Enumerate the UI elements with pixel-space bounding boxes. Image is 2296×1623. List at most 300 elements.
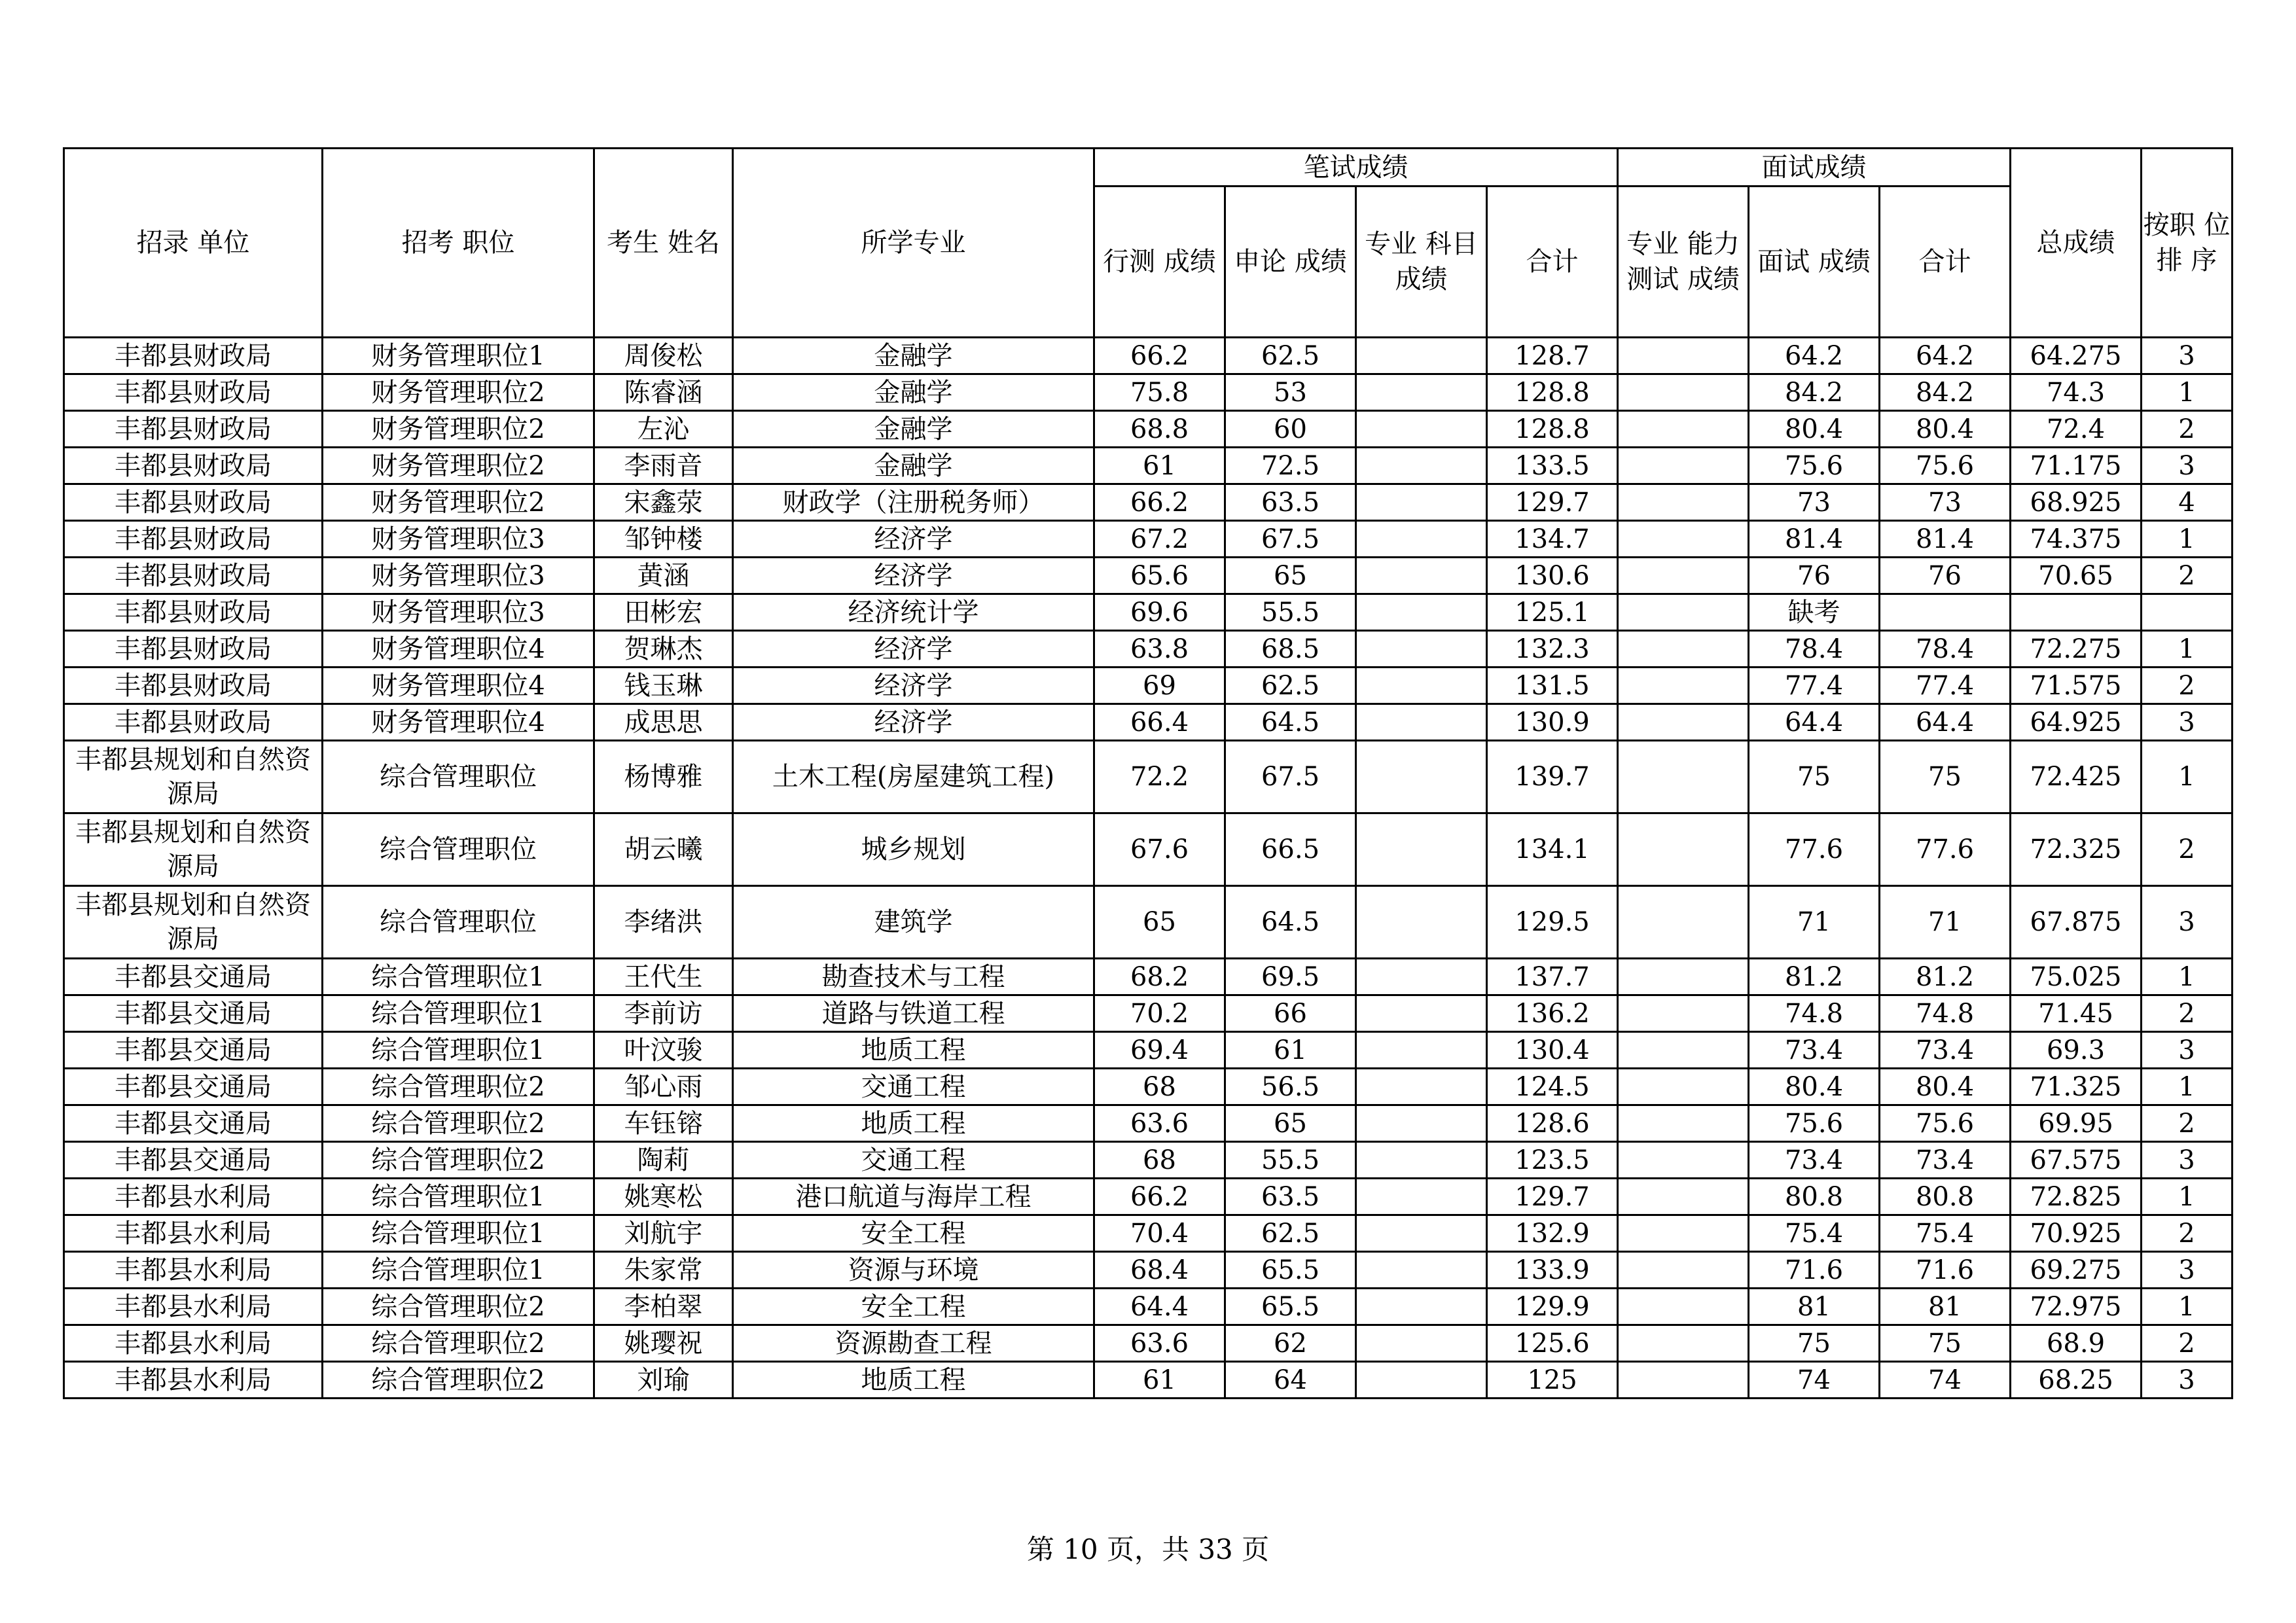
table-row — [64, 1289, 2233, 1325]
cell-rank: 1 — [2142, 631, 2233, 668]
cell-rank: 1 — [2142, 1069, 2233, 1105]
cell-total: 64.925 — [2011, 704, 2142, 741]
cell-name: 车钰镕 — [594, 1105, 733, 1142]
cell-unit: 丰都县规划和自然资源局 — [64, 741, 323, 813]
cell-written-total: 124.5 — [1487, 1069, 1618, 1105]
cell-rank: 3 — [2142, 1362, 2233, 1399]
cell-name: 钱玉琳 — [594, 668, 733, 704]
cell-written-total: 139.7 — [1487, 741, 1618, 813]
table-row — [64, 668, 2233, 704]
cell-written-total: 130.4 — [1487, 1032, 1618, 1069]
cell-ability — [1618, 995, 1749, 1032]
cell-unit: 丰都县财政局 — [64, 411, 323, 448]
cell-position: 综合管理职位1 — [323, 1252, 594, 1289]
cell-total: 74.3 — [2011, 374, 2142, 411]
cell-shenlun: 65.5 — [1225, 1289, 1356, 1325]
cell-xingce: 69.6 — [1094, 594, 1225, 631]
cell-rank: 3 — [2142, 338, 2233, 374]
cell-xingce: 68.2 — [1094, 959, 1225, 995]
cell-unit: 丰都县财政局 — [64, 448, 323, 484]
cell-shenlun: 65.5 — [1225, 1252, 1356, 1289]
cell-shenlun: 64 — [1225, 1362, 1356, 1399]
cell-interview: 84.2 — [1749, 374, 1880, 411]
cell-subject — [1356, 995, 1487, 1032]
cell-position: 综合管理职位2 — [323, 1289, 594, 1325]
cell-total: 67.875 — [2011, 886, 2142, 959]
cell-subject — [1356, 1252, 1487, 1289]
cell-total — [2011, 594, 2142, 631]
cell-unit: 丰都县规划和自然资源局 — [64, 886, 323, 959]
cell-xingce: 69.4 — [1094, 1032, 1225, 1069]
cell-xingce: 64.4 — [1094, 1289, 1225, 1325]
cell-xingce: 75.8 — [1094, 374, 1225, 411]
cell-major: 经济学 — [733, 558, 1094, 594]
cell-interview-total: 74.8 — [1880, 995, 2011, 1032]
table-row — [64, 1252, 2233, 1289]
cell-shenlun: 63.5 — [1225, 484, 1356, 521]
cell-xingce: 66.2 — [1094, 484, 1225, 521]
cell-subject — [1356, 338, 1487, 374]
cell-written-total: 128.8 — [1487, 411, 1618, 448]
cell-subject — [1356, 374, 1487, 411]
cell-major: 城乡规划 — [733, 813, 1094, 886]
cell-subject — [1356, 631, 1487, 668]
cell-position: 综合管理职位2 — [323, 1142, 594, 1179]
cell-interview: 75.6 — [1749, 448, 1880, 484]
cell-written-total: 131.5 — [1487, 668, 1618, 704]
cell-xingce: 68 — [1094, 1142, 1225, 1179]
cell-interview: 77.6 — [1749, 813, 1880, 886]
cell-rank: 2 — [2142, 1325, 2233, 1362]
cell-subject — [1356, 813, 1487, 886]
cell-total: 69.275 — [2011, 1252, 2142, 1289]
table-row — [64, 1215, 2233, 1252]
cell-unit: 丰都县财政局 — [64, 374, 323, 411]
cell-position: 综合管理职位1 — [323, 1215, 594, 1252]
cell-xingce: 65 — [1094, 886, 1225, 959]
cell-written-total: 125.6 — [1487, 1325, 1618, 1362]
header-unit: 招录 单位 — [64, 149, 323, 338]
cell-rank: 1 — [2142, 521, 2233, 558]
cell-name: 刘瑜 — [594, 1362, 733, 1399]
cell-name: 姚璎祝 — [594, 1325, 733, 1362]
cell-interview-total: 73 — [1880, 484, 2011, 521]
cell-rank: 2 — [2142, 995, 2233, 1032]
cell-position: 财务管理职位4 — [323, 668, 594, 704]
table-row — [64, 1142, 2233, 1179]
cell-interview-total: 73.4 — [1880, 1142, 2011, 1179]
cell-total: 71.575 — [2011, 668, 2142, 704]
cell-major: 金融学 — [733, 411, 1094, 448]
cell-subject — [1356, 1142, 1487, 1179]
cell-subject — [1356, 558, 1487, 594]
cell-position: 综合管理职位 — [323, 813, 594, 886]
cell-subject — [1356, 594, 1487, 631]
cell-xingce: 66.2 — [1094, 1179, 1225, 1215]
cell-total: 68.925 — [2011, 484, 2142, 521]
cell-unit: 丰都县财政局 — [64, 594, 323, 631]
cell-written-total: 128.8 — [1487, 374, 1618, 411]
cell-name: 陶莉 — [594, 1142, 733, 1179]
cell-interview-total: 80.4 — [1880, 411, 2011, 448]
cell-ability — [1618, 1032, 1749, 1069]
header-position: 招考 职位 — [323, 149, 594, 338]
cell-interview: 75 — [1749, 1325, 1880, 1362]
cell-total: 72.975 — [2011, 1289, 2142, 1325]
cell-xingce: 63.8 — [1094, 631, 1225, 668]
cell-rank: 3 — [2142, 1142, 2233, 1179]
cell-ability — [1618, 959, 1749, 995]
cell-name: 邹钟楼 — [594, 521, 733, 558]
cell-shenlun: 67.5 — [1225, 521, 1356, 558]
cell-subject — [1356, 1069, 1487, 1105]
cell-major: 交通工程 — [733, 1142, 1094, 1179]
cell-major: 经济学 — [733, 704, 1094, 741]
cell-position: 财务管理职位4 — [323, 704, 594, 741]
cell-total: 71.325 — [2011, 1069, 2142, 1105]
cell-rank — [2142, 594, 2233, 631]
cell-rank: 2 — [2142, 1215, 2233, 1252]
table-row — [64, 1069, 2233, 1105]
cell-major: 资源与环境 — [733, 1252, 1094, 1289]
cell-position: 财务管理职位1 — [323, 338, 594, 374]
cell-interview: 75.6 — [1749, 1105, 1880, 1142]
cell-ability — [1618, 411, 1749, 448]
cell-position: 财务管理职位3 — [323, 558, 594, 594]
cell-interview: 71.6 — [1749, 1252, 1880, 1289]
cell-unit: 丰都县交通局 — [64, 1032, 323, 1069]
cell-subject — [1356, 1289, 1487, 1325]
cell-subject — [1356, 886, 1487, 959]
cell-ability — [1618, 1142, 1749, 1179]
cell-shenlun: 55.5 — [1225, 594, 1356, 631]
cell-written-total: 125.1 — [1487, 594, 1618, 631]
cell-ability — [1618, 741, 1749, 813]
table-row — [64, 704, 2233, 741]
cell-ability — [1618, 338, 1749, 374]
cell-xingce: 65.6 — [1094, 558, 1225, 594]
table-row — [64, 521, 2233, 558]
cell-subject — [1356, 704, 1487, 741]
table-row — [64, 813, 2233, 886]
table-row — [64, 995, 2233, 1032]
cell-interview: 73.4 — [1749, 1032, 1880, 1069]
cell-shenlun: 64.5 — [1225, 704, 1356, 741]
cell-subject — [1356, 1179, 1487, 1215]
cell-position: 财务管理职位3 — [323, 521, 594, 558]
cell-interview-total — [1880, 594, 2011, 631]
cell-rank: 2 — [2142, 1105, 2233, 1142]
cell-xingce: 70.2 — [1094, 995, 1225, 1032]
cell-rank: 1 — [2142, 741, 2233, 813]
cell-interview-total: 71 — [1880, 886, 2011, 959]
cell-shenlun: 68.5 — [1225, 631, 1356, 668]
cell-interview-total: 64.4 — [1880, 704, 2011, 741]
table-row — [64, 1105, 2233, 1142]
cell-name: 李绪洪 — [594, 886, 733, 959]
table-row — [64, 1362, 2233, 1399]
cell-ability — [1618, 1215, 1749, 1252]
cell-ability — [1618, 1105, 1749, 1142]
cell-total: 72.4 — [2011, 411, 2142, 448]
cell-subject — [1356, 959, 1487, 995]
cell-interview: 71 — [1749, 886, 1880, 959]
cell-shenlun: 67.5 — [1225, 741, 1356, 813]
cell-interview-total: 80.4 — [1880, 1069, 2011, 1105]
cell-shenlun: 62.5 — [1225, 668, 1356, 704]
cell-interview-total: 80.8 — [1880, 1179, 2011, 1215]
cell-name: 贺琳杰 — [594, 631, 733, 668]
header-major: 所学专业 — [733, 149, 1094, 338]
cell-shenlun: 53 — [1225, 374, 1356, 411]
cell-shenlun: 66.5 — [1225, 813, 1356, 886]
cell-position: 财务管理职位3 — [323, 594, 594, 631]
cell-ability — [1618, 558, 1749, 594]
cell-unit: 丰都县交通局 — [64, 1142, 323, 1179]
cell-total: 70.65 — [2011, 558, 2142, 594]
cell-ability — [1618, 594, 1749, 631]
cell-ability — [1618, 1289, 1749, 1325]
cell-interview-total: 75.6 — [1880, 1105, 2011, 1142]
cell-name: 李柏翠 — [594, 1289, 733, 1325]
cell-rank: 1 — [2142, 374, 2233, 411]
cell-interview: 75 — [1749, 741, 1880, 813]
cell-total: 67.575 — [2011, 1142, 2142, 1179]
header-interview: 面试 成绩 — [1749, 187, 1880, 338]
header-ability: 专业 能力 测试 成绩 — [1618, 187, 1749, 338]
cell-subject — [1356, 1105, 1487, 1142]
score-table — [63, 147, 2233, 1399]
cell-written-total: 132.3 — [1487, 631, 1618, 668]
cell-xingce: 72.2 — [1094, 741, 1225, 813]
cell-total: 69.95 — [2011, 1105, 2142, 1142]
cell-written-total: 136.2 — [1487, 995, 1618, 1032]
cell-written-total: 129.5 — [1487, 886, 1618, 959]
cell-ability — [1618, 631, 1749, 668]
cell-xingce: 61 — [1094, 1362, 1225, 1399]
cell-subject — [1356, 1215, 1487, 1252]
cell-name: 成思思 — [594, 704, 733, 741]
cell-written-total: 125 — [1487, 1362, 1618, 1399]
cell-interview: 80.4 — [1749, 411, 1880, 448]
table-row — [64, 411, 2233, 448]
cell-major: 安全工程 — [733, 1215, 1094, 1252]
cell-name: 左沁 — [594, 411, 733, 448]
table-row — [64, 1325, 2233, 1362]
cell-written-total: 130.9 — [1487, 704, 1618, 741]
cell-major: 安全工程 — [733, 1289, 1094, 1325]
cell-ability — [1618, 886, 1749, 959]
cell-unit: 丰都县水利局 — [64, 1179, 323, 1215]
table-row — [64, 959, 2233, 995]
cell-xingce: 68.8 — [1094, 411, 1225, 448]
cell-interview-total: 77.4 — [1880, 668, 2011, 704]
cell-interview: 74.8 — [1749, 995, 1880, 1032]
cell-interview: 76 — [1749, 558, 1880, 594]
cell-total: 72.425 — [2011, 741, 2142, 813]
cell-interview-total: 64.2 — [1880, 338, 2011, 374]
cell-rank: 2 — [2142, 813, 2233, 886]
cell-position: 财务管理职位2 — [323, 484, 594, 521]
cell-written-total: 130.6 — [1487, 558, 1618, 594]
cell-unit: 丰都县交通局 — [64, 1069, 323, 1105]
cell-name: 叶汶骏 — [594, 1032, 733, 1069]
cell-interview-total: 76 — [1880, 558, 2011, 594]
cell-total: 70.925 — [2011, 1215, 2142, 1252]
cell-interview-total: 73.4 — [1880, 1032, 2011, 1069]
cell-ability — [1618, 521, 1749, 558]
cell-interview-total: 71.6 — [1880, 1252, 2011, 1289]
cell-interview: 缺考 — [1749, 594, 1880, 631]
cell-total: 72.825 — [2011, 1179, 2142, 1215]
cell-total: 75.025 — [2011, 959, 2142, 995]
cell-total: 68.9 — [2011, 1325, 2142, 1362]
cell-interview-total: 74 — [1880, 1362, 2011, 1399]
cell-xingce: 63.6 — [1094, 1325, 1225, 1362]
cell-interview: 75.4 — [1749, 1215, 1880, 1252]
cell-interview: 73.4 — [1749, 1142, 1880, 1179]
cell-interview: 80.4 — [1749, 1069, 1880, 1105]
cell-rank: 3 — [2142, 448, 2233, 484]
cell-unit: 丰都县交通局 — [64, 1105, 323, 1142]
cell-rank: 1 — [2142, 1179, 2233, 1215]
page-number: 第 10 页，共 33 页 — [1026, 1533, 1270, 1565]
cell-position: 综合管理职位2 — [323, 1362, 594, 1399]
cell-shenlun: 62.5 — [1225, 1215, 1356, 1252]
cell-name: 朱家常 — [594, 1252, 733, 1289]
cell-major: 地质工程 — [733, 1362, 1094, 1399]
cell-interview-total: 75 — [1880, 1325, 2011, 1362]
cell-interview-total: 81 — [1880, 1289, 2011, 1325]
cell-shenlun: 61 — [1225, 1032, 1356, 1069]
cell-total: 72.275 — [2011, 631, 2142, 668]
cell-major: 经济学 — [733, 668, 1094, 704]
header-rank: 按职 位排 序 — [2142, 149, 2233, 338]
cell-total: 71.45 — [2011, 995, 2142, 1032]
cell-name: 陈睿涵 — [594, 374, 733, 411]
table-row — [64, 741, 2233, 813]
header-total: 总成绩 — [2011, 149, 2142, 338]
cell-interview-total: 81.4 — [1880, 521, 2011, 558]
cell-name: 李雨音 — [594, 448, 733, 484]
header-written-total: 合计 — [1487, 187, 1618, 338]
cell-position: 综合管理职位2 — [323, 1105, 594, 1142]
cell-interview: 81 — [1749, 1289, 1880, 1325]
cell-xingce: 68.4 — [1094, 1252, 1225, 1289]
cell-unit: 丰都县财政局 — [64, 668, 323, 704]
cell-xingce: 68 — [1094, 1069, 1225, 1105]
cell-xingce: 61 — [1094, 448, 1225, 484]
cell-ability — [1618, 813, 1749, 886]
cell-total: 68.25 — [2011, 1362, 2142, 1399]
header-subject: 专业 科目 成绩 — [1356, 187, 1487, 338]
cell-shenlun: 55.5 — [1225, 1142, 1356, 1179]
table-row — [64, 558, 2233, 594]
cell-total: 71.175 — [2011, 448, 2142, 484]
cell-written-total: 133.5 — [1487, 448, 1618, 484]
cell-position: 综合管理职位 — [323, 886, 594, 959]
cell-xingce: 66.2 — [1094, 338, 1225, 374]
cell-major: 金融学 — [733, 374, 1094, 411]
cell-unit: 丰都县财政局 — [64, 704, 323, 741]
cell-unit: 丰都县水利局 — [64, 1215, 323, 1252]
cell-major: 地质工程 — [733, 1032, 1094, 1069]
table-row — [64, 886, 2233, 959]
cell-interview-total: 81.2 — [1880, 959, 2011, 995]
cell-interview: 73 — [1749, 484, 1880, 521]
cell-written-total: 137.7 — [1487, 959, 1618, 995]
cell-interview-total: 75 — [1880, 741, 2011, 813]
cell-major: 建筑学 — [733, 886, 1094, 959]
cell-major: 土木工程(房屋建筑工程) — [733, 741, 1094, 813]
cell-interview-total: 77.6 — [1880, 813, 2011, 886]
cell-position: 财务管理职位2 — [323, 411, 594, 448]
cell-position: 财务管理职位2 — [323, 448, 594, 484]
cell-major: 道路与铁道工程 — [733, 995, 1094, 1032]
cell-name: 胡云曦 — [594, 813, 733, 886]
cell-subject — [1356, 448, 1487, 484]
cell-ability — [1618, 484, 1749, 521]
cell-interview: 64.2 — [1749, 338, 1880, 374]
cell-major: 金融学 — [733, 448, 1094, 484]
cell-subject — [1356, 668, 1487, 704]
cell-interview: 74 — [1749, 1362, 1880, 1399]
table-header — [64, 149, 2233, 338]
cell-rank: 3 — [2142, 1252, 2233, 1289]
table-row — [64, 484, 2233, 521]
cell-shenlun: 60 — [1225, 411, 1356, 448]
cell-rank: 3 — [2142, 886, 2233, 959]
cell-shenlun: 66 — [1225, 995, 1356, 1032]
header-shenlun: 申论 成绩 — [1225, 187, 1356, 338]
cell-unit: 丰都县水利局 — [64, 1252, 323, 1289]
cell-subject — [1356, 1032, 1487, 1069]
cell-shenlun: 72.5 — [1225, 448, 1356, 484]
table-row — [64, 631, 2233, 668]
cell-ability — [1618, 448, 1749, 484]
cell-written-total: 134.7 — [1487, 521, 1618, 558]
cell-interview: 81.2 — [1749, 959, 1880, 995]
cell-total: 64.275 — [2011, 338, 2142, 374]
cell-unit: 丰都县财政局 — [64, 558, 323, 594]
cell-written-total: 129.7 — [1487, 484, 1618, 521]
cell-written-total: 128.6 — [1487, 1105, 1618, 1142]
header-name: 考生 姓名 — [594, 149, 733, 338]
cell-unit: 丰都县财政局 — [64, 631, 323, 668]
cell-unit: 丰都县财政局 — [64, 338, 323, 374]
cell-major: 资源勘查工程 — [733, 1325, 1094, 1362]
cell-rank: 2 — [2142, 558, 2233, 594]
cell-name: 李前访 — [594, 995, 733, 1032]
cell-rank: 3 — [2142, 1032, 2233, 1069]
cell-name: 杨博雅 — [594, 741, 733, 813]
cell-interview: 64.4 — [1749, 704, 1880, 741]
cell-total: 69.3 — [2011, 1032, 2142, 1069]
cell-written-total: 128.7 — [1487, 338, 1618, 374]
cell-xingce: 70.4 — [1094, 1215, 1225, 1252]
cell-shenlun: 62.5 — [1225, 338, 1356, 374]
cell-rank: 2 — [2142, 411, 2233, 448]
cell-rank: 4 — [2142, 484, 2233, 521]
cell-name: 王代生 — [594, 959, 733, 995]
cell-total: 72.325 — [2011, 813, 2142, 886]
cell-position: 综合管理职位 — [323, 741, 594, 813]
cell-total: 74.375 — [2011, 521, 2142, 558]
cell-shenlun: 63.5 — [1225, 1179, 1356, 1215]
cell-rank: 3 — [2142, 704, 2233, 741]
cell-ability — [1618, 668, 1749, 704]
cell-position: 综合管理职位2 — [323, 1069, 594, 1105]
